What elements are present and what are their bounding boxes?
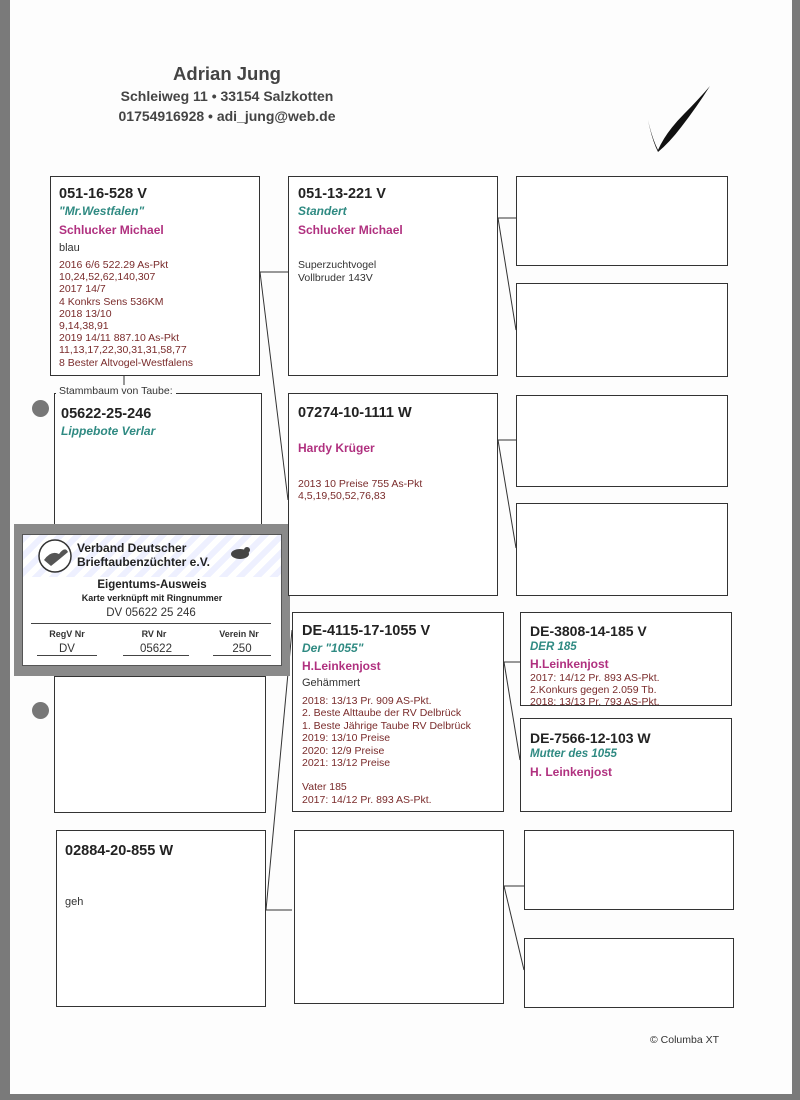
breeder-contact: 01754916928 • adi_jung@web.de bbox=[118, 108, 336, 124]
card-ring: DV 05622 25 246 bbox=[31, 607, 271, 624]
ggp-box-3 bbox=[516, 395, 728, 487]
footer-copyright: © Columba XT bbox=[650, 1034, 720, 1046]
ggp5-ring: DE-3808-14-185 V bbox=[530, 623, 647, 639]
dam-ring: 02884-20-855 W bbox=[65, 843, 174, 859]
card-col3-value: 250 bbox=[213, 643, 271, 656]
card-col1-label: RegV Nr bbox=[49, 629, 85, 639]
main-bird-card bbox=[50, 176, 260, 376]
dam-grandsire-card bbox=[292, 612, 504, 812]
ggp5-name: DER 185 bbox=[530, 641, 577, 653]
dam-grandsire-note: Gehämmert bbox=[302, 677, 361, 689]
ownership-card-inner bbox=[22, 534, 282, 666]
sire-ring: 05622-25-246 bbox=[61, 406, 152, 422]
grandsire-card bbox=[288, 176, 498, 376]
card-col1-value: DV bbox=[37, 643, 97, 656]
ggp5-results: 2017: 14/12 Pr. 893 AS-Pkt. 2.Konkurs gegen 2.059 Tb. 2018: 13/13 Pr. 793 AS-Pkt. bbox=[530, 672, 660, 706]
ggp-box-7 bbox=[524, 830, 734, 910]
binder-hole-bottom bbox=[32, 702, 49, 719]
ggp6-owner: H. Leinkenjost bbox=[530, 765, 613, 779]
ggp-box-8 bbox=[524, 938, 734, 1008]
granddam-ring: 07274-10-1111 W bbox=[298, 405, 412, 421]
card-col3-label: Verein Nr bbox=[219, 629, 259, 639]
ggp5-owner: H.Leinkenjost bbox=[530, 657, 609, 671]
pigeon-icon bbox=[229, 545, 251, 561]
grandsire-owner: Schlucker Michael bbox=[298, 223, 403, 237]
dam-note: geh bbox=[65, 896, 84, 908]
breeder-name: Adrian Jung bbox=[173, 63, 281, 84]
ggp-box-6 bbox=[520, 718, 732, 812]
card-col2-label: RV Nr bbox=[141, 629, 167, 639]
grandsire-notes: Superzuchtvogel Vollbruder 143V bbox=[298, 259, 377, 284]
ggp-box-2 bbox=[516, 283, 728, 377]
vdb-logo-icon bbox=[37, 538, 73, 574]
ggp-box-1 bbox=[516, 176, 728, 266]
ggp6-name: Mutter des 1055 bbox=[530, 748, 617, 760]
dam-grandsire-owner: H.Leinkenjost bbox=[302, 659, 381, 673]
pedigree-label: Stammbaum von Taube: bbox=[56, 385, 176, 397]
ownership-card bbox=[14, 524, 290, 676]
dam-grandsire-ring: DE-4115-17-1055 V bbox=[302, 623, 431, 639]
main-bird-results: 2016 6/6 522.29 As-Pkt 10,24,52,62,140,307 2017 14/7 4 Konkrs Sens 536KM 2018 13/10 9,14,38,91 2019 14/11 887.10 As-Pkt 11,13,17,22,30,31,31,58,77 8 Bester Altvogel-Westfalens bbox=[59, 259, 194, 369]
ggp-box-5 bbox=[520, 612, 732, 706]
sire-lower-card bbox=[54, 676, 266, 813]
ggp6-ring: DE-7566-12-103 W bbox=[530, 730, 651, 746]
dam-card bbox=[56, 830, 266, 1007]
binder-hole-top bbox=[32, 400, 49, 417]
sire-name: Lippebote Verlar bbox=[61, 424, 156, 438]
granddam-owner: Hardy Krüger bbox=[298, 441, 375, 455]
card-subtitle: Karte verknüpft mit Ringnummer bbox=[81, 593, 223, 603]
main-bird-color: blau bbox=[59, 242, 80, 254]
card-col2-value: 05622 bbox=[123, 643, 189, 656]
main-bird-name: "Mr.Westfalen" bbox=[59, 204, 145, 218]
dam-granddam-card bbox=[294, 830, 504, 1004]
granddam-card bbox=[288, 393, 498, 596]
main-bird-ring: 051-16-528 V bbox=[59, 186, 147, 202]
granddam-results: 2013 10 Preise 755 As-Pkt 4,5,19,50,52,76,83 bbox=[298, 478, 423, 503]
card-org: Verband Deutscher Brieftaubenzüchter e.V. bbox=[77, 541, 210, 569]
dam-grandsire-results: 2018: 13/13 Pr. 909 AS-Pkt. 2. Beste Alttaube der RV Delbrück 1. Beste Jährige Taube RV Delbrück 2019: 13/10 Preise 2020: 12/9 Preise 2021: 13/12 Preise Vater 185 2017: 14/12 Pr. 893 AS-Pkt. bbox=[302, 695, 471, 806]
sire-card bbox=[54, 393, 262, 533]
grandsire-ring: 051-13-221 V bbox=[298, 186, 386, 202]
card-title: Eigentums-Ausweis bbox=[97, 579, 207, 591]
breeder-address: Schleiweg 11 • 33154 Salzkotten bbox=[120, 88, 334, 104]
ggp-box-4 bbox=[516, 503, 728, 596]
main-bird-owner: Schlucker Michael bbox=[59, 223, 164, 237]
dam-grandsire-name: Der "1055" bbox=[302, 641, 364, 655]
grandsire-name: Standert bbox=[298, 204, 347, 218]
